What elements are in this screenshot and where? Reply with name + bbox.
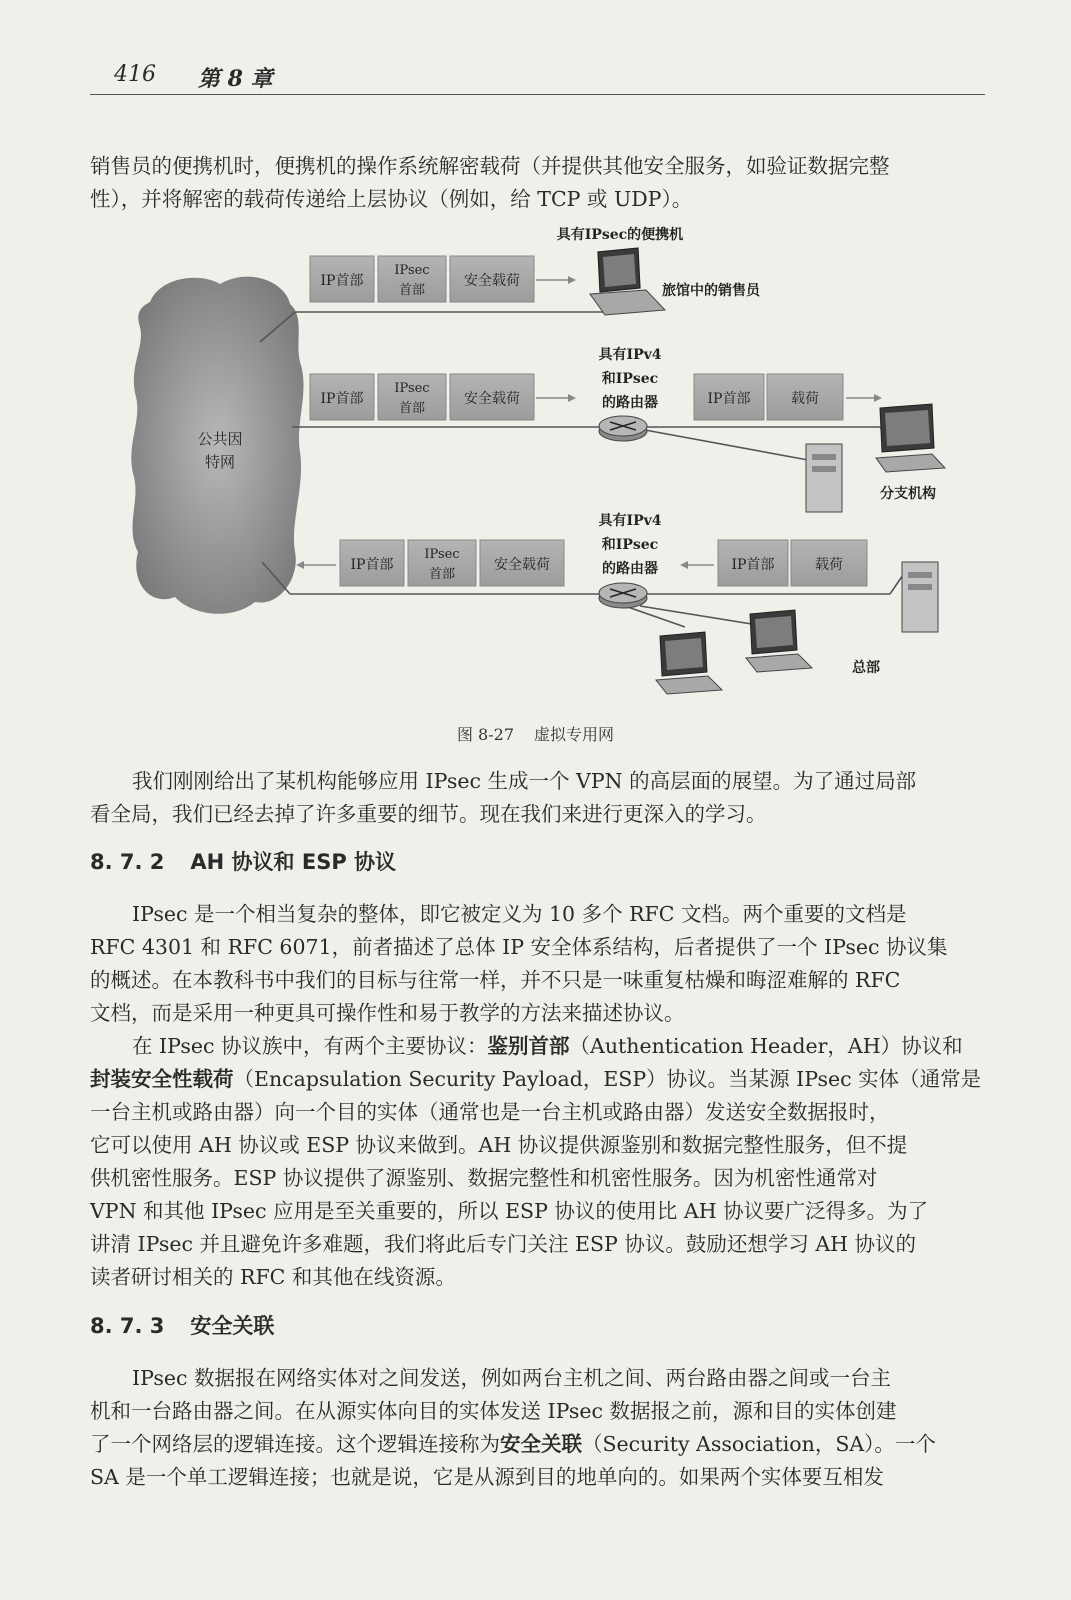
packet-ip-header: IP首部 [350, 557, 394, 573]
workstation-icon [746, 610, 812, 672]
term-sa: 安全关联 [500, 1432, 582, 1456]
router-label: 的路由器 [602, 395, 658, 411]
text-line: IPsec 是一个相当复杂的整体，即它被定义为 10 多个 RFC 文档。两个重要的文档是 [132, 902, 907, 926]
server-icon [806, 444, 842, 512]
text-line: 我们刚刚给出了某机构能够应用 IPsec 生成一个 VPN 的高层面的展望。为了通过局部 [132, 769, 917, 793]
packet-ipsec-header: 首部 [428, 567, 456, 582]
term-ah: 鉴别首部 [487, 1034, 570, 1058]
text-line: 文档，而是采用一种更具可操作性和易于教学的方法来描述协议。 [90, 1001, 685, 1025]
text-line: 一台主机或路由器）向一个目的实体（通常也是一台主机或路由器）发送安全数据报时， [90, 1100, 890, 1124]
section-number: 8. 7. 3 [90, 1314, 165, 1338]
text-line: 供机密性服务。ESP 协议提供了源鉴别、数据完整性和机密性服务。因为机密性通常对 [90, 1166, 878, 1190]
vpn-figure [90, 222, 970, 712]
packet-ipsec-header: IPsec [424, 547, 460, 562]
salesperson-label: 旅馆中的销售员 [662, 283, 760, 299]
text-line: RFC 4301 和 RFC 6071，前者描述了总体 IP 安全体系结构，后者提供了一个 IPsec 协议集 [90, 935, 948, 959]
laptop-title: 具有IPsec的便携机 [556, 227, 684, 243]
router-label: 具有IPv4 [598, 347, 662, 363]
packet-ip-header: IP首部 [707, 391, 751, 407]
branch-label: 分支机构 [880, 486, 936, 502]
router-label: 的路由器 [602, 561, 658, 577]
text-line: 机和一台路由器之间。在从源实体向目的实体发送 IPsec 数据报之前，源和目的实体创建 [90, 1399, 897, 1423]
text-line: VPN 和其他 IPsec 应用是至关重要的，所以 ESP 协议的使用比 AH 协议要广泛得多。为了 [90, 1199, 929, 1223]
text-run: 在 IPsec 协议族中，有两个主要协议： [132, 1034, 488, 1058]
packet-secure-payload: 安全载荷 [464, 391, 520, 407]
packet-row-3 [296, 540, 867, 586]
router-icon [599, 583, 647, 608]
packet-ip-header: IP首部 [731, 557, 775, 573]
section-number: 8. 7. 2 [90, 850, 165, 874]
workstation-icon [656, 632, 722, 694]
text-line: 读者研讨相关的 RFC 和其他在线资源。 [90, 1265, 456, 1289]
text-line [90, 1428, 985, 1461]
section-title: 安全关联 [190, 1314, 275, 1338]
text-run: （Authentication Header，AH）协议和 [569, 1034, 963, 1058]
packet-secure-payload: 安全载荷 [494, 557, 550, 573]
intro-paragraph [90, 150, 985, 216]
page-header [90, 58, 985, 95]
text-line: SA 是一个单工逻辑连接；也就是说，它是从源到目的地单向的。如果两个实体要互相发 [90, 1465, 884, 1489]
packet-secure-payload: 安全载荷 [464, 273, 520, 289]
section-heading [90, 1310, 274, 1340]
packet-ip-header: IP首部 [320, 391, 364, 407]
packet-row-1 [310, 256, 576, 302]
section-title: AH 协议和 ESP 协议 [190, 850, 397, 874]
figure-title: 虚拟专用网 [534, 725, 615, 744]
packet-payload: 载荷 [791, 391, 819, 407]
figure-number: 图 8-27 [456, 725, 515, 744]
packet-ipsec-header: IPsec [394, 263, 430, 278]
packet-ipsec-header: 首部 [398, 283, 426, 298]
laptop-icon [590, 248, 665, 315]
figure-caption [0, 722, 1071, 745]
server-icon [902, 562, 938, 632]
packet-payload: 载荷 [815, 557, 843, 573]
chapter-label: 第 8 章 [198, 66, 273, 92]
page-number: 416 [114, 62, 156, 87]
text-line: 它可以使用 AH 协议或 ESP 协议来做到。AH 协议提供源鉴别和数据完整性服务，但不提 [90, 1133, 908, 1157]
text-run: （Security Association，SA）。一个 [582, 1432, 936, 1456]
text-line: 讲清 IPsec 并且避免许多难题，我们将此后专门关注 ESP 协议。鼓励还想学习 AH 协议的 [90, 1232, 917, 1256]
router-label: 和IPsec [601, 537, 659, 553]
term-esp: 封装安全性载荷 [90, 1067, 234, 1091]
text-run: （Encapsulation Security Payload，ESP）协议。当某源 IPsec 实体（通常是 [233, 1067, 982, 1091]
text-line [90, 1030, 985, 1063]
internet-label: 特网 [204, 453, 236, 471]
internet-label: 公共因 [197, 430, 243, 448]
paragraph [90, 898, 985, 1030]
paragraph [90, 1362, 985, 1494]
section-heading [90, 846, 396, 876]
text-line: 的概述。在本教科书中我们的目标与往常一样，并不只是一味重复枯燥和晦涩难解的 RFC [90, 968, 901, 992]
text-run: 了一个网络层的逻辑连接。这个逻辑连接称为 [90, 1432, 500, 1456]
router-label: 具有IPv4 [598, 513, 662, 529]
router-label: 和IPsec [601, 371, 659, 387]
hq-label: 总部 [852, 660, 880, 676]
workstation-icon [876, 404, 945, 472]
packet-ipsec-header: IPsec [394, 381, 430, 396]
text-line: 销售员的便携机时，便携机的操作系统解密载荷（并提供其他安全服务，如验证数据完整 [90, 154, 890, 178]
text-line [90, 1063, 985, 1096]
text-line: IPsec 数据报在网络实体对之间发送，例如两台主机之间、两台路由器之间或一台主 [132, 1366, 891, 1390]
packet-ipsec-header: 首部 [398, 401, 426, 416]
packet-row-2 [310, 374, 882, 420]
text-line: 看全局，我们已经去掉了许多重要的细节。现在我们来进行更深入的学习。 [90, 802, 767, 826]
packet-ip-header: IP首部 [320, 273, 364, 289]
router-icon [599, 416, 647, 441]
text-line: 性），并将解密的载荷传递给上层协议（例如，给 TCP 或 UDP）。 [90, 187, 693, 211]
paragraph [90, 1030, 985, 1294]
paragraph-after-figure [90, 765, 985, 831]
